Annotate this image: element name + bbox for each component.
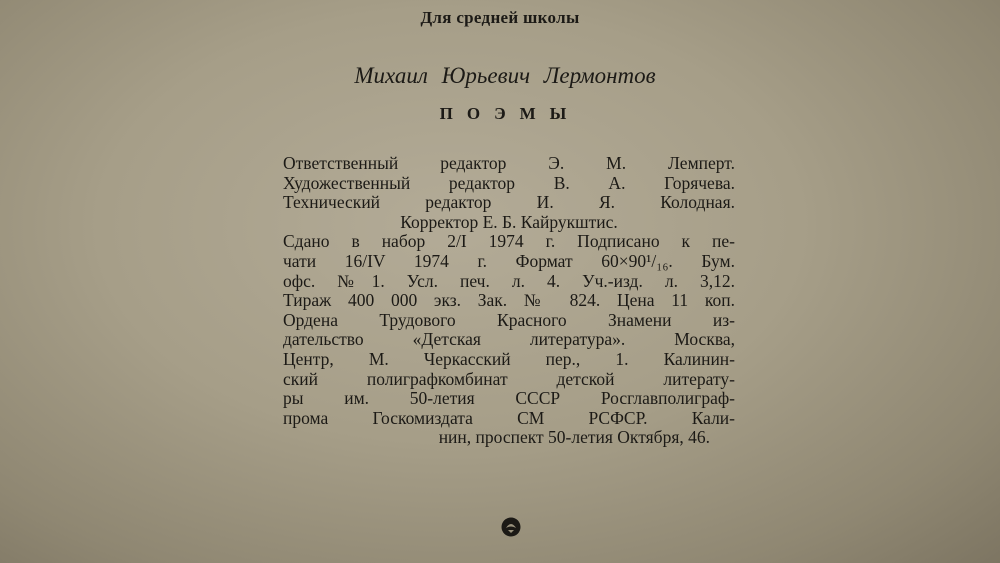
book-title: ПОЭМЫ <box>439 104 581 123</box>
imprint-line: ский полиграфкомбинат детской литерату- <box>283 368 735 389</box>
imprint-line: офс. №1. Усл. печ. л. 4. Уч.-изд. л. 3,12. <box>283 270 735 291</box>
imprint-block <box>283 154 735 448</box>
imprint-line: нин, проспект 50-летия Октября, 46. <box>438 427 710 448</box>
imprint-line: Сдано в набор 2/I 1974 г. Подписано к пе- <box>283 231 735 252</box>
imprint-line: ры им. 50-летия СССР Росглавполиграф- <box>283 388 735 409</box>
series-label: Для средней школы <box>420 8 580 27</box>
imprint-line: Технический редактор И. Я. Колодная. <box>283 192 735 213</box>
imprint-line: Художественный редактор В. А. Горячева. <box>283 172 735 193</box>
imprint-line: дательство «Детская литература». Москва, <box>283 329 735 350</box>
imprint-line: Корректор Е. Б. Кайрукштис. <box>400 211 618 232</box>
imprint-line: прома Госкомиздата СМ РСФСР. Кали- <box>283 407 735 428</box>
imprint-line: Центр, М. Черкасский пер., 1. Калинин- <box>283 348 735 369</box>
imprint-line: чати 16/IV 1974 г. Формат 60×90¹/₁₆. Бум. <box>283 250 735 271</box>
publisher-emblem-icon <box>500 516 522 538</box>
author-name: Михаил Юрьевич Лермонтов <box>354 63 656 88</box>
imprint-line: Ордена Трудового Красного Знамени из- <box>283 309 735 330</box>
imprint-line: Ответственный редактор Э. М. Лемперт. <box>283 153 735 173</box>
imprint-line: Тираж 400 000 экз. Зак. № 824. Цена 11 коп. <box>283 290 735 311</box>
